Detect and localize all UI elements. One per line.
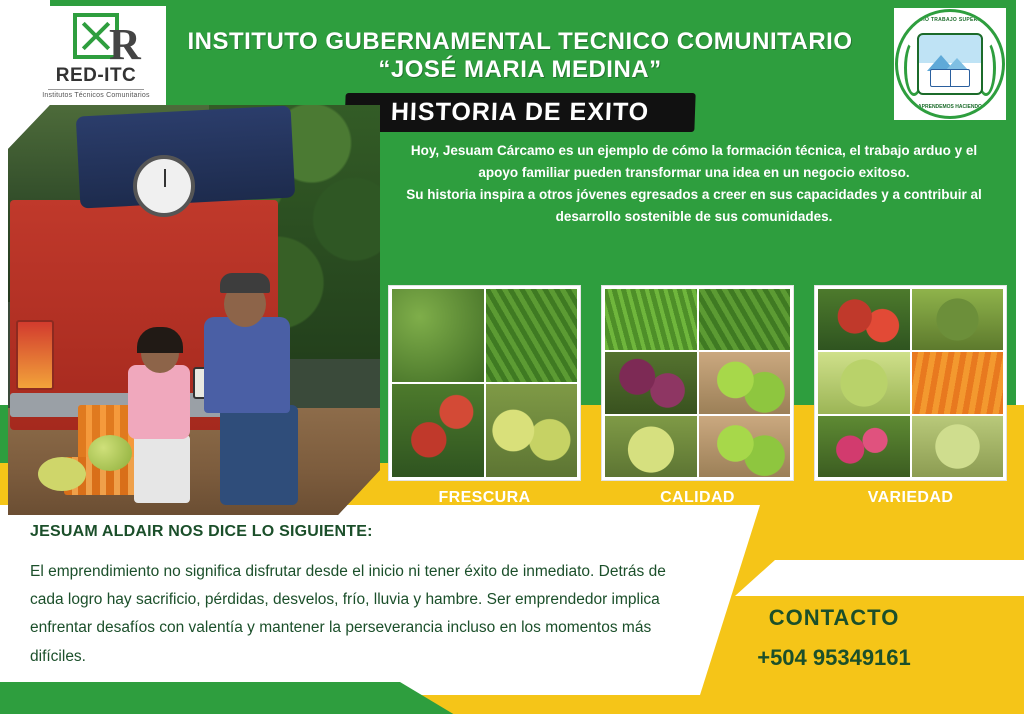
product-cards	[388, 285, 1008, 507]
background-white-wedge	[735, 560, 1024, 596]
institution-seal-icon	[895, 9, 1005, 119]
intro-paragraph	[392, 140, 996, 227]
red-itc-logo	[26, 6, 166, 106]
card-variedad-label: VARIEDAD	[867, 489, 954, 506]
seal-top-text: ESTUDIO TRABAJO SUPERACION	[904, 17, 996, 23]
logo-subtitle: Institutos Técnicos Comunitarios	[42, 92, 150, 99]
success-story-banner	[344, 93, 695, 132]
card-frescura	[388, 285, 581, 507]
logo-letter-r: R	[109, 20, 141, 69]
card-frescura-image	[388, 285, 581, 481]
seal-bottom-text: APRENDEMOS HACIENDO	[918, 104, 982, 110]
card-frescura-label: FRESCURA	[438, 489, 531, 506]
seal-emblem-icon	[917, 33, 983, 95]
card-variedad	[814, 285, 1007, 507]
hero-photo	[8, 105, 380, 515]
contact-phone[interactable]: +504 95349161	[757, 645, 911, 670]
intro-paragraph-2: Su historia inspira a otros jóvenes egresados a creer en sus capacidades y a contribuir al desarrollo sostenible de sus comunidades.	[406, 186, 982, 224]
quote-title: JESUAM ALDAIR NOS DICE LO SIGUIENTE:	[30, 523, 373, 540]
red-itc-logo-icon	[73, 13, 141, 69]
card-calidad	[601, 285, 794, 507]
intro-paragraph-1: Hoy, Jesuam Cárcamo es un ejemplo de cómo la formación técnica, el trabajo arduo y el apoyo familiar pueden transformar una idea en un negocio exitoso.	[410, 143, 978, 180]
contact-block	[684, 605, 984, 671]
contact-title: CONTACTO	[768, 605, 900, 630]
quote-body	[30, 558, 685, 671]
logo-divider	[48, 89, 144, 90]
header-line-1: INSTITUTO GUBERNAMENTAL TECNICO COMUNITARIO	[187, 28, 853, 55]
institution-seal	[894, 8, 1006, 120]
card-calidad-label: CALIDAD	[660, 489, 735, 506]
quote-text: El emprendimiento no significa disfrutar desde el inicio ni tener éxito de inmediato. Detrás de cada logro hay sacrificio, pérdidas, desvelos, frío, lluvia y hambre. Ser emprendedor implica enfrentar desafíos con valentía y mantener la perseverancia incluso en los momentos más difíciles.	[30, 563, 666, 665]
logo-name: RED-ITC	[55, 65, 137, 86]
header-line-2: “JOSÉ MARIA MEDINA”	[378, 55, 662, 83]
card-variedad-image	[814, 285, 1007, 481]
background-bottom-white-strip	[0, 714, 1024, 724]
card-calidad-image	[601, 285, 794, 481]
success-story-banner-label: HISTORIA DE EXITO	[390, 98, 650, 127]
